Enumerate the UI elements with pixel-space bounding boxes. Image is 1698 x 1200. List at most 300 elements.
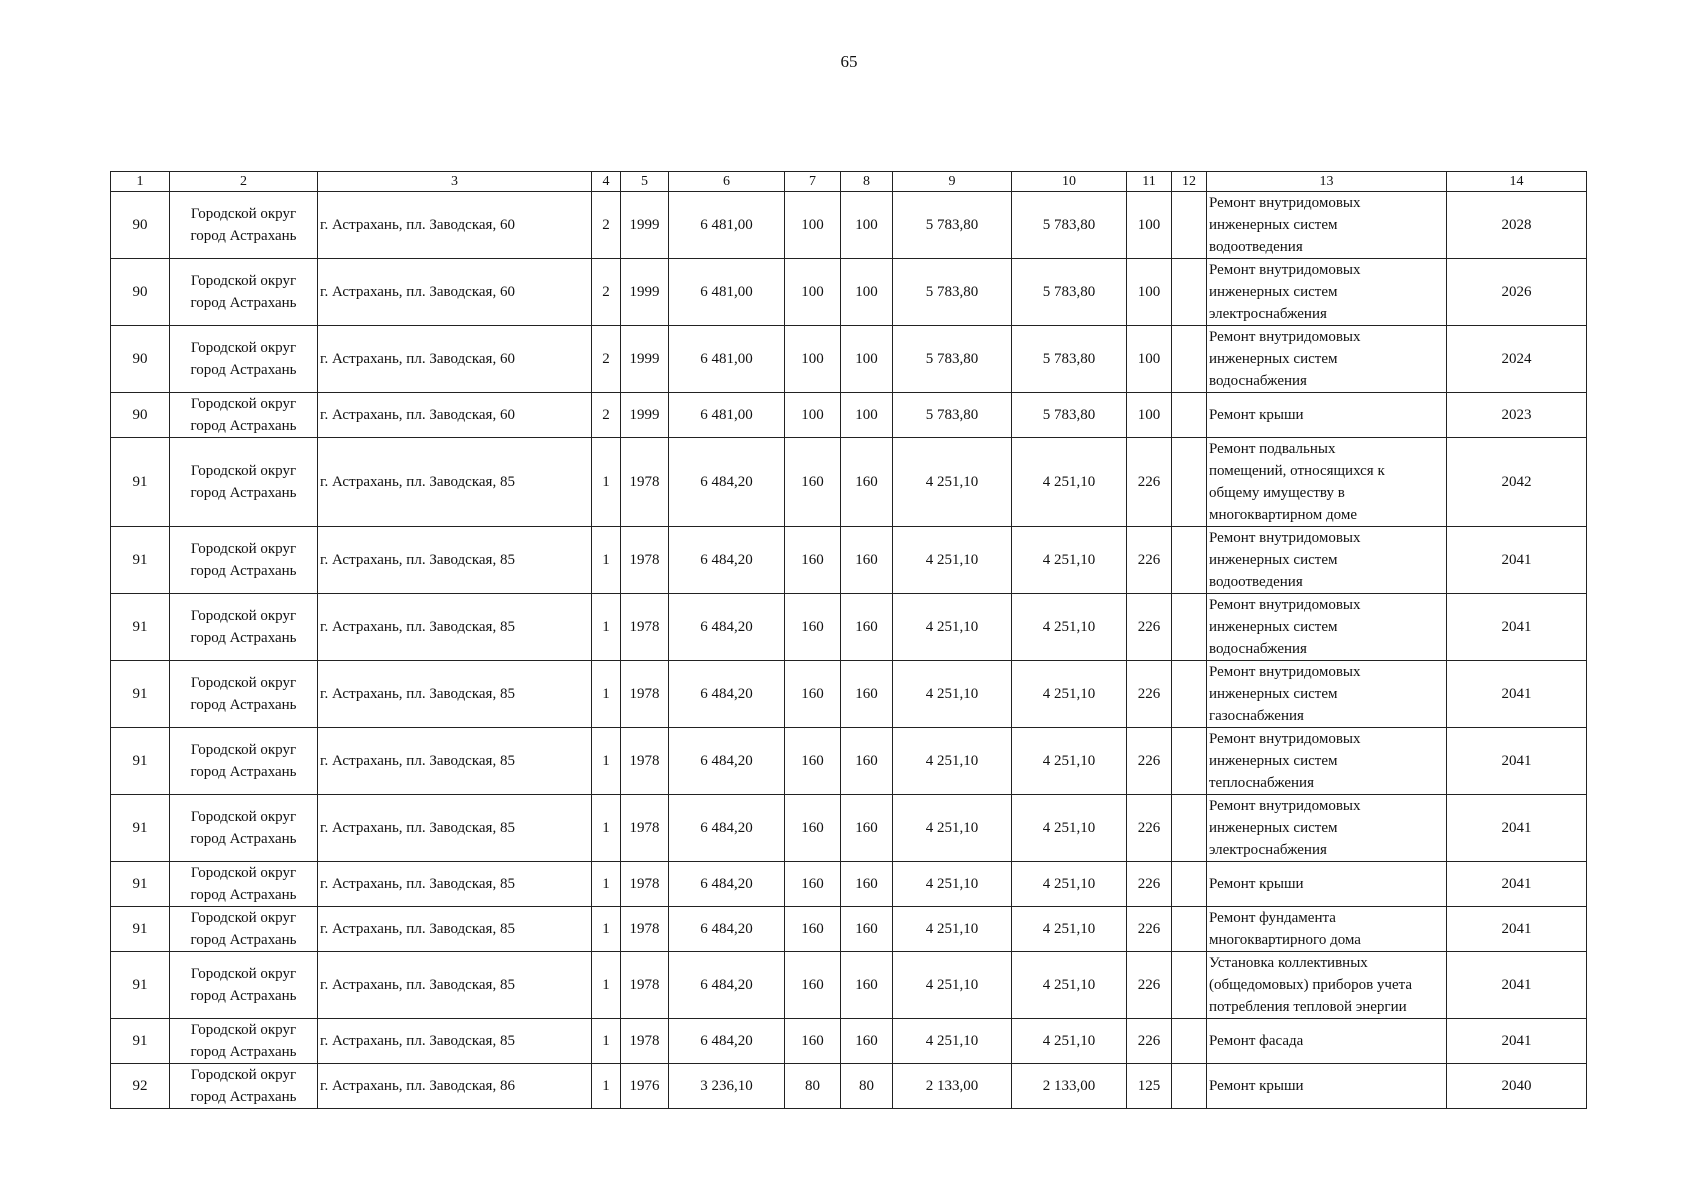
repair-schedule-table — [110, 171, 1587, 1109]
planned-year-cell: 2023 — [1447, 393, 1587, 438]
address-cell: г. Астрахань, пл. Заводская, 85 — [318, 907, 592, 952]
table-row — [111, 326, 1587, 393]
col-8-value-cell: 160 — [841, 438, 893, 527]
table-row — [111, 661, 1587, 728]
column-header-8: 8 — [841, 172, 893, 192]
row-number-cell: 92 — [111, 1064, 170, 1109]
municipality-line: Городской округ — [190, 463, 297, 479]
col-7-value-cell: 160 — [785, 1019, 841, 1064]
work-type-line: Ремонт крыши — [1209, 407, 1304, 423]
municipality-line: Городской округ — [190, 966, 297, 982]
planned-year-cell: 2042 — [1447, 438, 1587, 527]
total-area-cell: 6 484,20 — [669, 728, 785, 795]
address-cell: г. Астрахань, пл. Заводская, 85 — [318, 661, 592, 728]
row-number-cell: 91 — [111, 438, 170, 527]
municipality-line: город Астрахань — [190, 228, 297, 244]
municipality-cell — [170, 1019, 318, 1064]
residents-count-cell: 100 — [1127, 326, 1172, 393]
col-10-value-cell: 4 251,10 — [1012, 594, 1127, 661]
work-type-line: газоснабжения — [1209, 708, 1304, 724]
municipality-line: Городской округ — [190, 1022, 297, 1038]
col-9-value-cell: 4 251,10 — [893, 527, 1012, 594]
col-4-value-cell: 2 — [592, 326, 621, 393]
col-4-value-cell: 1 — [592, 1019, 621, 1064]
work-type-line: водоснабжения — [1209, 373, 1307, 389]
col-9-value-cell: 4 251,10 — [893, 907, 1012, 952]
address-cell: г. Астрахань, пл. Заводская, 85 — [318, 438, 592, 527]
residents-count-cell: 226 — [1127, 1019, 1172, 1064]
work-type-line: (общедомовых) приборов учета — [1209, 977, 1412, 993]
row-number-cell: 91 — [111, 952, 170, 1019]
municipality-cell — [170, 326, 318, 393]
address-cell: г. Астрахань, пл. Заводская, 85 — [318, 527, 592, 594]
work-type-cell — [1207, 952, 1447, 1019]
municipality-line: Городской округ — [190, 541, 297, 557]
total-area-cell: 6 484,20 — [669, 907, 785, 952]
col-7-value-cell: 100 — [785, 393, 841, 438]
col-10-value-cell: 4 251,10 — [1012, 907, 1127, 952]
municipality-cell — [170, 1064, 318, 1109]
col-7-value-cell: 100 — [785, 192, 841, 259]
col-10-value-cell: 2 133,00 — [1012, 1064, 1127, 1109]
col-12-value-cell — [1172, 594, 1207, 661]
col-8-value-cell: 80 — [841, 1064, 893, 1109]
address-cell: г. Астрахань, пл. Заводская, 85 — [318, 594, 592, 661]
col-8-value-cell: 160 — [841, 728, 893, 795]
col-7-value-cell: 160 — [785, 527, 841, 594]
col-12-value-cell — [1172, 862, 1207, 907]
col-4-value-cell: 1 — [592, 728, 621, 795]
year-built-cell: 1976 — [621, 1064, 669, 1109]
table-row — [111, 907, 1587, 952]
planned-year-cell: 2041 — [1447, 1019, 1587, 1064]
municipality-line: Городской округ — [190, 910, 297, 926]
year-built-cell: 1978 — [621, 952, 669, 1019]
work-type-cell — [1207, 795, 1447, 862]
col-9-value-cell: 4 251,10 — [893, 1019, 1012, 1064]
planned-year-cell: 2024 — [1447, 326, 1587, 393]
work-type-line: Ремонт внутридомовых — [1209, 530, 1361, 546]
work-type-line: Ремонт подвальных — [1209, 441, 1336, 457]
column-header-6: 6 — [669, 172, 785, 192]
col-10-value-cell: 4 251,10 — [1012, 661, 1127, 728]
col-4-value-cell: 1 — [592, 862, 621, 907]
col-9-value-cell: 5 783,80 — [893, 326, 1012, 393]
municipality-line: Городской округ — [190, 206, 297, 222]
address-cell: г. Астрахань, пл. Заводская, 60 — [318, 393, 592, 438]
row-number-cell: 91 — [111, 728, 170, 795]
row-number-cell: 90 — [111, 326, 170, 393]
residents-count-cell: 226 — [1127, 862, 1172, 907]
total-area-cell: 6 484,20 — [669, 594, 785, 661]
total-area-cell: 6 484,20 — [669, 952, 785, 1019]
municipality-line: Городской округ — [190, 608, 297, 624]
year-built-cell: 1978 — [621, 661, 669, 728]
work-type-line: инженерных систем — [1209, 351, 1338, 367]
work-type-line: инженерных систем — [1209, 753, 1338, 769]
work-type-line: многоквартирном доме — [1209, 507, 1357, 523]
municipality-cell — [170, 192, 318, 259]
col-10-value-cell: 4 251,10 — [1012, 1019, 1127, 1064]
work-type-cell — [1207, 661, 1447, 728]
municipality-cell — [170, 862, 318, 907]
table-row — [111, 594, 1587, 661]
col-7-value-cell: 160 — [785, 907, 841, 952]
col-10-value-cell: 4 251,10 — [1012, 527, 1127, 594]
municipality-line: город Астрахань — [190, 485, 297, 501]
work-type-line: водоотведения — [1209, 239, 1303, 255]
work-type-cell — [1207, 393, 1447, 438]
planned-year-cell: 2041 — [1447, 862, 1587, 907]
year-built-cell: 1999 — [621, 393, 669, 438]
col-10-value-cell: 5 783,80 — [1012, 192, 1127, 259]
work-type-cell — [1207, 594, 1447, 661]
col-8-value-cell: 160 — [841, 661, 893, 728]
column-header-10: 10 — [1012, 172, 1127, 192]
col-9-value-cell: 4 251,10 — [893, 952, 1012, 1019]
total-area-cell: 6 481,00 — [669, 393, 785, 438]
col-12-value-cell — [1172, 795, 1207, 862]
column-header-7: 7 — [785, 172, 841, 192]
municipality-cell — [170, 728, 318, 795]
col-10-value-cell: 4 251,10 — [1012, 795, 1127, 862]
total-area-cell: 6 484,20 — [669, 438, 785, 527]
municipality-line: Городской округ — [190, 396, 297, 412]
work-type-cell — [1207, 907, 1447, 952]
municipality-cell — [170, 907, 318, 952]
col-7-value-cell: 80 — [785, 1064, 841, 1109]
col-7-value-cell: 160 — [785, 795, 841, 862]
residents-count-cell: 226 — [1127, 438, 1172, 527]
address-cell: г. Астрахань, пл. Заводская, 60 — [318, 259, 592, 326]
col-9-value-cell: 5 783,80 — [893, 259, 1012, 326]
total-area-cell: 6 481,00 — [669, 192, 785, 259]
col-12-value-cell — [1172, 952, 1207, 1019]
col-4-value-cell: 1 — [592, 527, 621, 594]
col-4-value-cell: 1 — [592, 907, 621, 952]
col-12-value-cell — [1172, 907, 1207, 952]
municipality-line: город Астрахань — [190, 697, 297, 713]
planned-year-cell: 2041 — [1447, 795, 1587, 862]
work-type-line: потребления тепловой энергии — [1209, 999, 1407, 1015]
work-type-line: помещений, относящихся к — [1209, 463, 1385, 479]
col-8-value-cell: 160 — [841, 594, 893, 661]
table-row — [111, 192, 1587, 259]
work-type-line: Ремонт внутридомовых — [1209, 798, 1361, 814]
work-type-line: Ремонт внутридомовых — [1209, 262, 1361, 278]
col-7-value-cell: 100 — [785, 326, 841, 393]
col-8-value-cell: 100 — [841, 259, 893, 326]
col-10-value-cell: 4 251,10 — [1012, 438, 1127, 527]
work-type-line: Ремонт внутридомовых — [1209, 664, 1361, 680]
work-type-line: Ремонт внутридомовых — [1209, 597, 1361, 613]
municipality-line: Городской округ — [190, 340, 297, 356]
work-type-cell — [1207, 1064, 1447, 1109]
year-built-cell: 1999 — [621, 192, 669, 259]
work-type-line: инженерных систем — [1209, 820, 1338, 836]
col-12-value-cell — [1172, 661, 1207, 728]
planned-year-cell: 2041 — [1447, 952, 1587, 1019]
col-9-value-cell: 5 783,80 — [893, 393, 1012, 438]
year-built-cell: 1999 — [621, 259, 669, 326]
table-row — [111, 438, 1587, 527]
col-8-value-cell: 160 — [841, 527, 893, 594]
col-7-value-cell: 160 — [785, 594, 841, 661]
year-built-cell: 1978 — [621, 527, 669, 594]
column-header-11: 11 — [1127, 172, 1172, 192]
address-cell: г. Астрахань, пл. Заводская, 60 — [318, 192, 592, 259]
work-type-line: инженерных систем — [1209, 686, 1338, 702]
total-area-cell: 6 484,20 — [669, 795, 785, 862]
column-header-13: 13 — [1207, 172, 1447, 192]
col-7-value-cell: 160 — [785, 661, 841, 728]
year-built-cell: 1978 — [621, 862, 669, 907]
col-8-value-cell: 160 — [841, 907, 893, 952]
col-12-value-cell — [1172, 192, 1207, 259]
col-8-value-cell: 160 — [841, 862, 893, 907]
municipality-cell — [170, 393, 318, 438]
col-12-value-cell — [1172, 259, 1207, 326]
total-area-cell: 6 481,00 — [669, 326, 785, 393]
column-header-12: 12 — [1172, 172, 1207, 192]
municipality-cell — [170, 661, 318, 728]
address-cell: г. Астрахань, пл. Заводская, 85 — [318, 862, 592, 907]
municipality-cell — [170, 594, 318, 661]
col-9-value-cell: 4 251,10 — [893, 661, 1012, 728]
work-type-cell — [1207, 1019, 1447, 1064]
table-row — [111, 952, 1587, 1019]
work-type-line: Установка коллективных — [1209, 955, 1368, 971]
residents-count-cell: 100 — [1127, 393, 1172, 438]
planned-year-cell: 2041 — [1447, 661, 1587, 728]
year-built-cell: 1978 — [621, 438, 669, 527]
total-area-cell: 3 236,10 — [669, 1064, 785, 1109]
work-type-cell — [1207, 438, 1447, 527]
municipality-line: Городской округ — [190, 675, 297, 691]
planned-year-cell: 2041 — [1447, 728, 1587, 795]
year-built-cell: 1999 — [621, 326, 669, 393]
col-7-value-cell: 160 — [785, 952, 841, 1019]
col-9-value-cell: 4 251,10 — [893, 862, 1012, 907]
table-row — [111, 527, 1587, 594]
work-type-line: инженерных систем — [1209, 552, 1338, 568]
planned-year-cell: 2026 — [1447, 259, 1587, 326]
col-10-value-cell: 4 251,10 — [1012, 952, 1127, 1019]
col-12-value-cell — [1172, 527, 1207, 594]
column-header-4: 4 — [592, 172, 621, 192]
table-row — [111, 1019, 1587, 1064]
municipality-cell — [170, 952, 318, 1019]
municipality-line: город Астрахань — [190, 764, 297, 780]
col-12-value-cell — [1172, 393, 1207, 438]
address-cell: г. Астрахань, пл. Заводская, 86 — [318, 1064, 592, 1109]
col-8-value-cell: 100 — [841, 192, 893, 259]
municipality-line: Городской округ — [190, 742, 297, 758]
planned-year-cell: 2028 — [1447, 192, 1587, 259]
col-4-value-cell: 1 — [592, 594, 621, 661]
residents-count-cell: 226 — [1127, 661, 1172, 728]
residents-count-cell: 226 — [1127, 728, 1172, 795]
col-10-value-cell: 4 251,10 — [1012, 728, 1127, 795]
municipality-line: город Астрахань — [190, 1044, 297, 1060]
column-header-9: 9 — [893, 172, 1012, 192]
table-row — [111, 862, 1587, 907]
work-type-line: Ремонт фундамента — [1209, 910, 1336, 926]
col-12-value-cell — [1172, 1064, 1207, 1109]
municipality-line: город Астрахань — [190, 362, 297, 378]
total-area-cell: 6 484,20 — [669, 1019, 785, 1064]
col-4-value-cell: 2 — [592, 393, 621, 438]
row-number-cell: 91 — [111, 795, 170, 862]
work-type-line: Ремонт внутридомовых — [1209, 195, 1361, 211]
work-type-line: многоквартирного дома — [1209, 932, 1361, 948]
municipality-line: город Астрахань — [190, 887, 297, 903]
column-header-1: 1 — [111, 172, 170, 192]
row-number-cell: 90 — [111, 192, 170, 259]
municipality-line: Городской округ — [190, 809, 297, 825]
total-area-cell: 6 484,20 — [669, 862, 785, 907]
residents-count-cell: 125 — [1127, 1064, 1172, 1109]
col-8-value-cell: 100 — [841, 393, 893, 438]
municipality-cell — [170, 795, 318, 862]
column-header-3: 3 — [318, 172, 592, 192]
col-9-value-cell: 4 251,10 — [893, 594, 1012, 661]
col-9-value-cell: 5 783,80 — [893, 192, 1012, 259]
municipality-line: город Астрахань — [190, 932, 297, 948]
col-8-value-cell: 160 — [841, 1019, 893, 1064]
column-header-14: 14 — [1447, 172, 1587, 192]
col-4-value-cell: 1 — [592, 1064, 621, 1109]
table-body — [111, 192, 1587, 1109]
row-number-cell: 91 — [111, 527, 170, 594]
year-built-cell: 1978 — [621, 594, 669, 661]
municipality-line: город Астрахань — [190, 418, 297, 434]
row-number-cell: 91 — [111, 907, 170, 952]
table-row — [111, 728, 1587, 795]
municipality-line: Городской округ — [190, 865, 297, 881]
work-type-line: водоотведения — [1209, 574, 1303, 590]
col-4-value-cell: 2 — [592, 192, 621, 259]
col-4-value-cell: 1 — [592, 795, 621, 862]
planned-year-cell: 2041 — [1447, 907, 1587, 952]
total-area-cell: 6 484,20 — [669, 661, 785, 728]
planned-year-cell: 2040 — [1447, 1064, 1587, 1109]
residents-count-cell: 226 — [1127, 907, 1172, 952]
address-cell: г. Астрахань, пл. Заводская, 85 — [318, 952, 592, 1019]
row-number-cell: 90 — [111, 259, 170, 326]
work-type-line: теплоснабжения — [1209, 775, 1314, 791]
table-row — [111, 1064, 1587, 1109]
residents-count-cell: 226 — [1127, 594, 1172, 661]
col-7-value-cell: 160 — [785, 438, 841, 527]
municipality-line: город Астрахань — [190, 1089, 297, 1105]
year-built-cell: 1978 — [621, 728, 669, 795]
year-built-cell: 1978 — [621, 907, 669, 952]
row-number-cell: 91 — [111, 594, 170, 661]
total-area-cell: 6 481,00 — [669, 259, 785, 326]
planned-year-cell: 2041 — [1447, 594, 1587, 661]
col-9-value-cell: 2 133,00 — [893, 1064, 1012, 1109]
col-7-value-cell: 160 — [785, 862, 841, 907]
municipality-line: Городской округ — [190, 273, 297, 289]
address-cell: г. Астрахань, пл. Заводская, 85 — [318, 795, 592, 862]
col-10-value-cell: 4 251,10 — [1012, 862, 1127, 907]
page-number: 65 — [840, 52, 858, 71]
work-type-cell — [1207, 527, 1447, 594]
col-12-value-cell — [1172, 728, 1207, 795]
residents-count-cell: 226 — [1127, 527, 1172, 594]
col-4-value-cell: 2 — [592, 259, 621, 326]
column-header-5: 5 — [621, 172, 669, 192]
address-cell: г. Астрахань, пл. Заводская, 85 — [318, 728, 592, 795]
work-type-line: водоснабжения — [1209, 641, 1307, 657]
address-cell: г. Астрахань, пл. Заводская, 60 — [318, 326, 592, 393]
total-area-cell: 6 484,20 — [669, 527, 785, 594]
column-header-2: 2 — [170, 172, 318, 192]
row-number-cell: 91 — [111, 862, 170, 907]
table-row — [111, 795, 1587, 862]
work-type-line: инженерных систем — [1209, 619, 1338, 635]
row-number-cell: 90 — [111, 393, 170, 438]
municipality-cell — [170, 527, 318, 594]
work-type-line: электроснабжения — [1209, 842, 1327, 858]
year-built-cell: 1978 — [621, 1019, 669, 1064]
residents-count-cell: 226 — [1127, 952, 1172, 1019]
column-number-row — [111, 172, 1587, 192]
residents-count-cell: 100 — [1127, 259, 1172, 326]
work-type-line: Ремонт крыши — [1209, 876, 1304, 892]
work-type-cell — [1207, 326, 1447, 393]
municipality-line: город Астрахань — [190, 831, 297, 847]
municipality-cell — [170, 259, 318, 326]
col-12-value-cell — [1172, 438, 1207, 527]
col-8-value-cell: 100 — [841, 326, 893, 393]
residents-count-cell: 226 — [1127, 795, 1172, 862]
work-type-line: Ремонт фасада — [1209, 1033, 1304, 1049]
row-number-cell: 91 — [111, 1019, 170, 1064]
col-12-value-cell — [1172, 326, 1207, 393]
work-type-line: Ремонт внутридомовых — [1209, 731, 1361, 747]
municipality-line: город Астрахань — [190, 988, 297, 1004]
table-row — [111, 393, 1587, 438]
work-type-line: инженерных систем — [1209, 284, 1338, 300]
col-10-value-cell: 5 783,80 — [1012, 326, 1127, 393]
col-4-value-cell: 1 — [592, 952, 621, 1019]
residents-count-cell: 100 — [1127, 192, 1172, 259]
col-10-value-cell: 5 783,80 — [1012, 259, 1127, 326]
col-8-value-cell: 160 — [841, 952, 893, 1019]
work-type-line: электроснабжения — [1209, 306, 1327, 322]
col-12-value-cell — [1172, 1019, 1207, 1064]
col-8-value-cell: 160 — [841, 795, 893, 862]
work-type-line: инженерных систем — [1209, 217, 1338, 233]
work-type-line: Ремонт внутридомовых — [1209, 329, 1361, 345]
year-built-cell: 1978 — [621, 795, 669, 862]
work-type-line: Ремонт крыши — [1209, 1078, 1304, 1094]
address-cell: г. Астрахань, пл. Заводская, 85 — [318, 1019, 592, 1064]
col-7-value-cell: 100 — [785, 259, 841, 326]
work-type-cell — [1207, 192, 1447, 259]
col-7-value-cell: 160 — [785, 728, 841, 795]
col-4-value-cell: 1 — [592, 661, 621, 728]
work-type-cell — [1207, 728, 1447, 795]
planned-year-cell: 2041 — [1447, 527, 1587, 594]
municipality-line: Городской округ — [190, 1067, 297, 1083]
col-10-value-cell: 5 783,80 — [1012, 393, 1127, 438]
municipality-cell — [170, 438, 318, 527]
municipality-line: город Астрахань — [190, 295, 297, 311]
work-type-cell — [1207, 259, 1447, 326]
